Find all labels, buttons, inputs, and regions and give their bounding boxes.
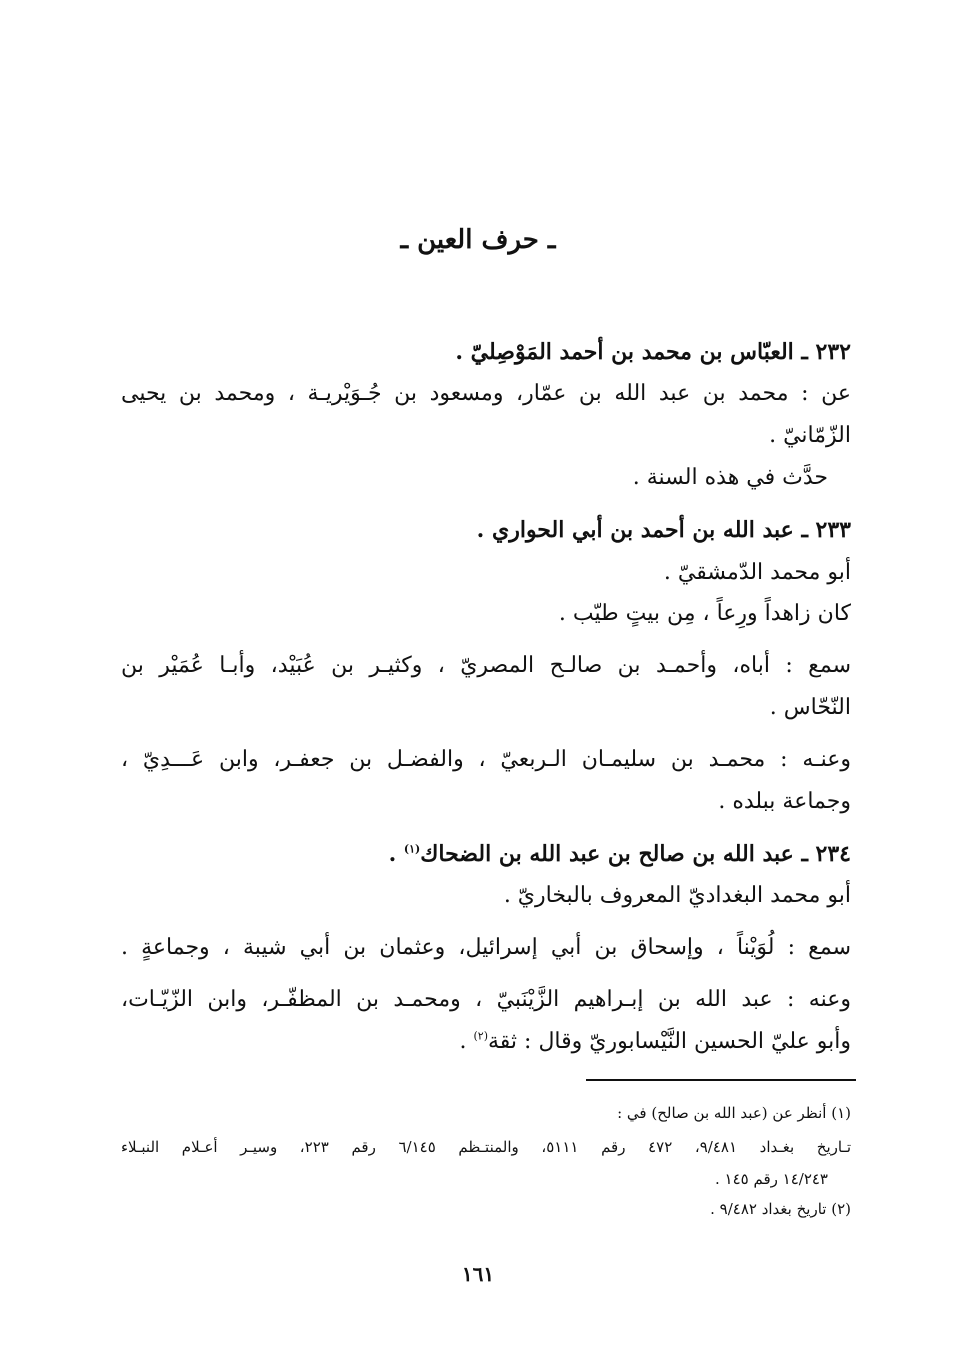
entry-text-line: أبو محمد الدّمشقيّ . <box>663 560 851 585</box>
entry-text-line: النّحّاس . <box>769 695 851 720</box>
entry-text-line: كان زاهداً ورِعاً ، مِن بيتٍ طيّب . <box>558 601 851 626</box>
entry-text-line: سمع : لُوَيْناً ، وإسحاق بن أبي إسرائيل، وعثمان بن أبي شيبة ، وجماعةٍ . <box>121 935 851 960</box>
entry-heading-234 <box>121 836 851 872</box>
footnote-line: (١) أنظر عن (عبد الله بن صالح) في : <box>617 1104 851 1122</box>
entry-text-line: حدَّث في هذه السنة . <box>632 465 828 490</box>
entry-heading-text: ٢٣٤ ـ عبد الله بن صالح بن عبد الله بن الضحاك <box>420 841 851 867</box>
footnote-ref-2: (٢) <box>473 1029 488 1043</box>
entry-heading-232: ٢٣٢ ـ العبّاس بن محمد بن أحمد المَوْصِليّ . <box>455 339 851 365</box>
entry-heading-233: ٢٣٣ ـ عبد الله بن أحمد بن أبي الحواري . <box>476 517 851 543</box>
entry-text-line <box>121 1024 851 1060</box>
footnote-line: ١٤/٢٤٣ رقم ١٤٥ . <box>715 1170 828 1188</box>
entry-heading-end: . <box>388 841 404 867</box>
entry-text-line: وعنـه : محمـد بن سليمـان الـربعيّ ، والفضـل بن جعفـر، وابن عَـــدِيّ ، <box>121 747 851 772</box>
footnote-line: تـاريخ بغـداد ٩/٤٨١، ٤٧٢ رقم ٥١١١، والمنتـظم ٦/١٤٥ رقم ٢٢٣، وسيـر أعـلام النبـلاء <box>121 1138 852 1156</box>
entry-text-line: أبو محمد البغداديّ المعروف بالبخاريّ . <box>503 883 851 908</box>
entry-text-line: الزّمّانيّ . <box>769 423 851 448</box>
entry-text-line: وجماعة ببلده . <box>718 789 851 814</box>
entry-text-line: عن : محمد بن عبد الله بن عمّار، ومسعود بن جُـوَيْريـة ، ومحمد بن يحيى <box>121 381 851 406</box>
footnote-ref-1: (١) <box>403 842 421 856</box>
footnote-divider <box>586 1079 856 1081</box>
entry-text: وأبو عليّ الحسين النَّيْسابوريّ وقال : ثقة <box>488 1029 851 1054</box>
footnote-line: (٢) تاريخ بغداد ٩/٤٨٢ . <box>710 1200 851 1218</box>
entry-text-line: وعنه : عبد الله بن إبـراهيم الزَّيْنَبيّ ، ومحمـد بن المظفّـر، وابن الزّيّـات، <box>121 987 851 1012</box>
entry-text-line: سمع : أباه، وأحمـد بن صالـح المصريّ ، وكثيـر بن عُبَيْد، وأبـا عُمَيْر بن <box>121 653 851 678</box>
chapter-title: ـ حرف العين ـ <box>400 225 556 255</box>
page-number: ١٦١ <box>461 1262 495 1286</box>
entry-text-end: . <box>459 1029 474 1054</box>
